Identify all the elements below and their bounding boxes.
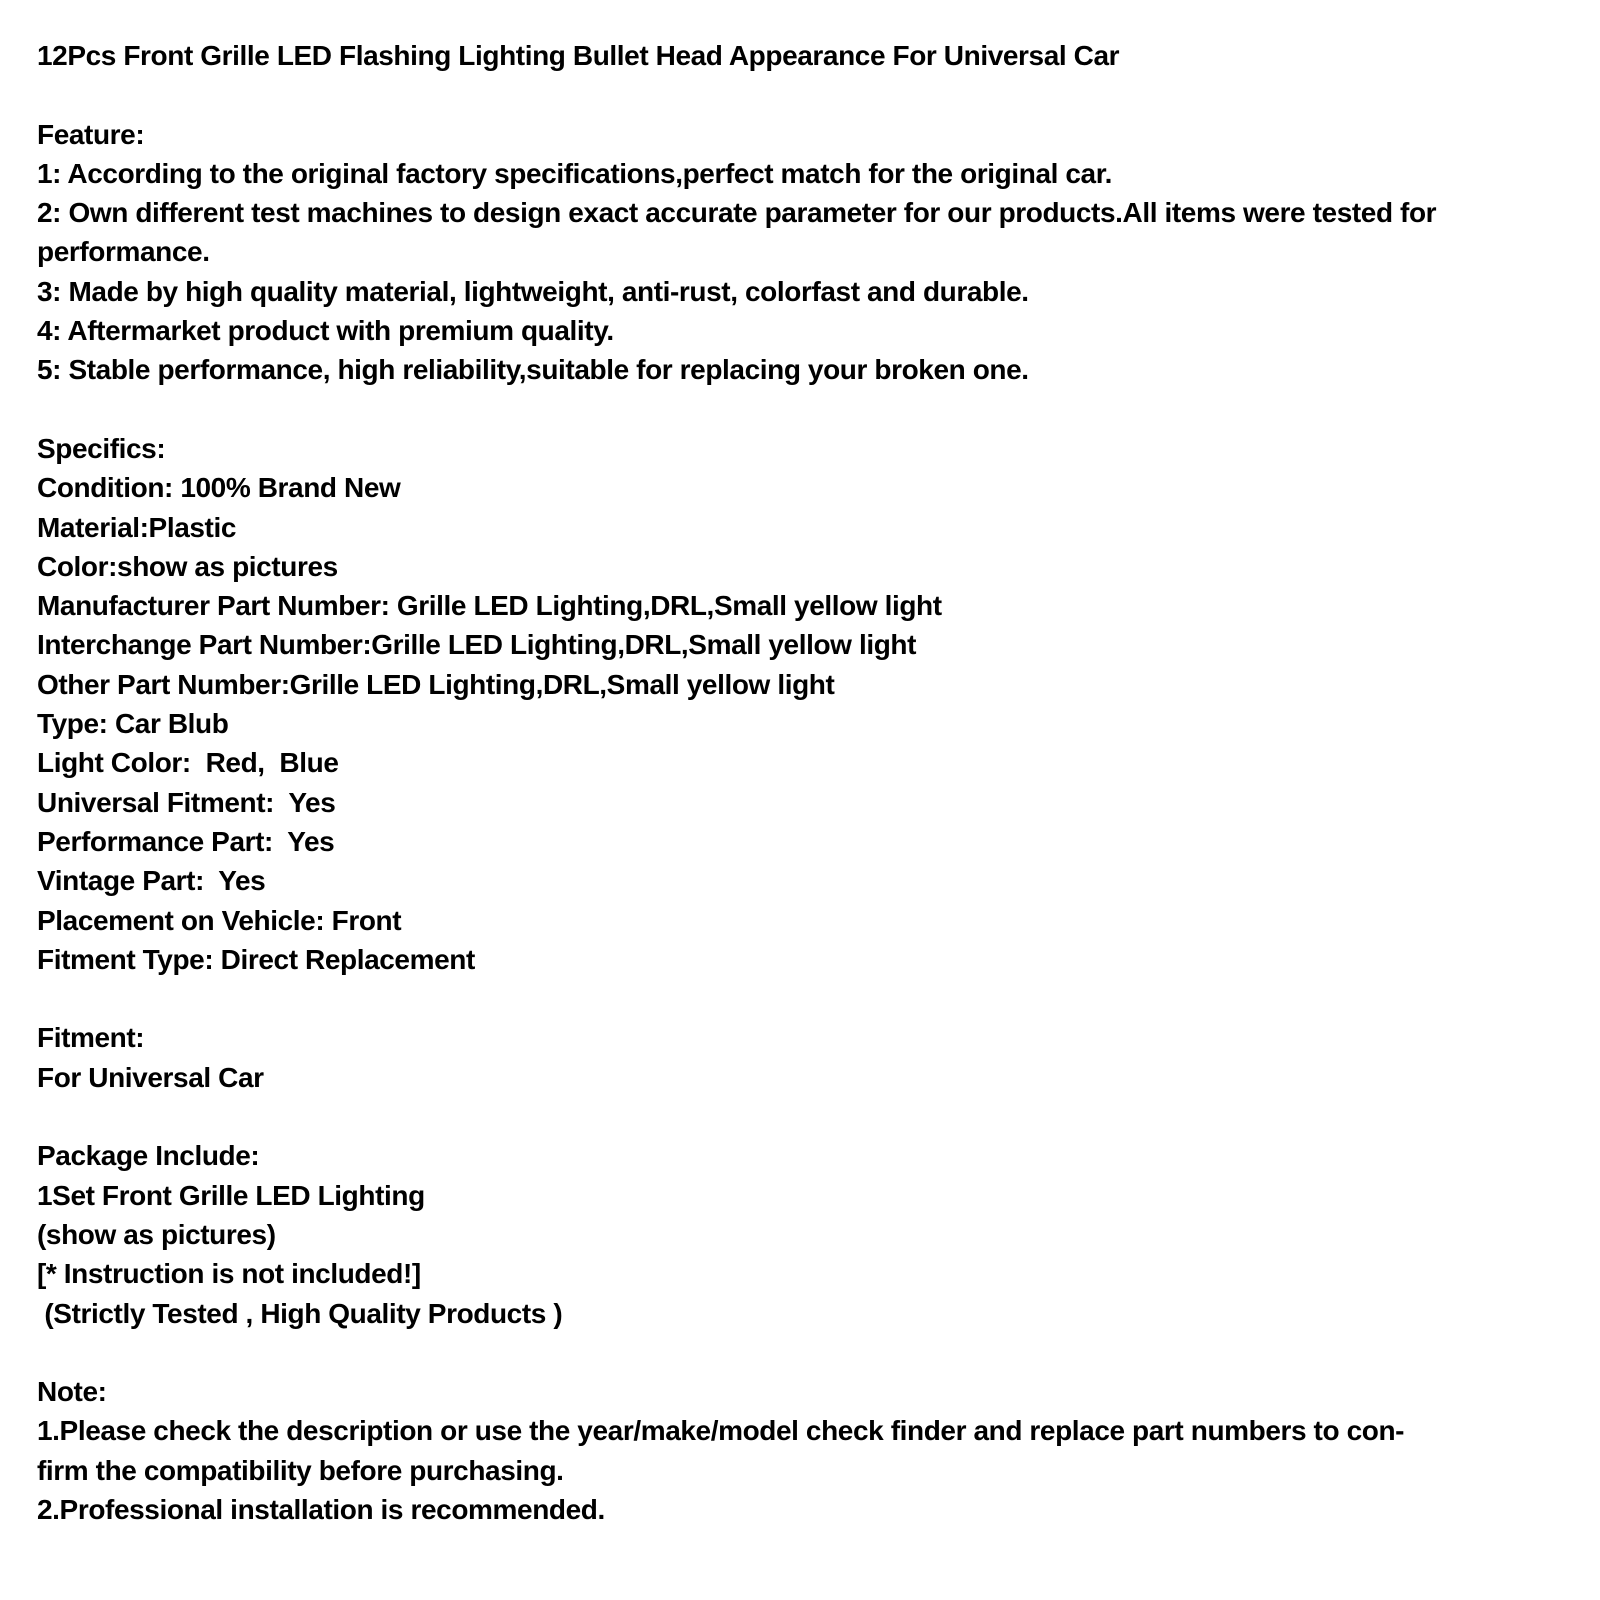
section-heading: Feature: <box>37 118 145 150</box>
text-line: 1.Please check the description or use the year/make/model check finder and replace part numbers to con- <box>37 1415 1405 1447</box>
text-line: Placement on Vehicle: Front <box>37 904 402 936</box>
text-line: Vintage Part: Yes <box>37 865 266 897</box>
text-line: [* Instruction is not included!] <box>37 1258 421 1290</box>
text-line: 2.Professional installation is recommended. <box>37 1493 605 1525</box>
text-line: Interchange Part Number:Grille LED Lighting,DRL,Small yellow light <box>37 629 917 661</box>
section-feature <box>37 115 1580 390</box>
text-line: Performance Part: Yes <box>37 825 335 857</box>
section-heading: Package Include: <box>37 1140 260 1172</box>
section-heading: Note: <box>37 1376 107 1408</box>
section-package <box>37 1136 1580 1332</box>
text-line: 4: Aftermarket product with premium quality. <box>37 315 614 347</box>
text-line: firm the compatibility before purchasing. <box>37 1454 564 1486</box>
text-line: Type: Car Blub <box>37 708 229 740</box>
text-line: 2: Own different test machines to design exact accurate parameter for our products.All items were tested for <box>37 197 1437 229</box>
section-note <box>37 1372 1580 1529</box>
text-line: 1Set Front Grille LED Lighting <box>37 1179 425 1211</box>
text-line: (show as pictures) <box>37 1218 276 1250</box>
text-line: Light Color: Red, Blue <box>37 747 339 779</box>
description-sections <box>37 115 1580 1530</box>
text-line: Manufacturer Part Number: Grille LED Lighting,DRL,Small yellow light <box>37 590 942 622</box>
text-line: (Strictly Tested , High Quality Products ) <box>37 1297 563 1329</box>
text-line: 5: Stable performance, high reliability,suitable for replacing your broken one. <box>37 354 1029 386</box>
section-fitment <box>37 1018 1580 1097</box>
text-line: 1: According to the original factory specifications,perfect match for the original car. <box>37 157 1113 189</box>
text-line: Material:Plastic <box>37 511 237 543</box>
text-line: Universal Fitment: Yes <box>37 786 336 818</box>
text-line: For Universal Car <box>37 1061 264 1093</box>
text-line: Condition: 100% Brand New <box>37 472 401 504</box>
text-line: 3: Made by high quality material, lightweight, anti-rust, colorfast and durable. <box>37 275 1029 307</box>
text-line: Fitment Type: Direct Replacement <box>37 943 475 975</box>
text-line: performance. <box>37 236 210 268</box>
product-title: 12Pcs Front Grille LED Flashing Lighting Bullet Head Appearance For Universal Car <box>37 40 1120 71</box>
text-line: Color:show as pictures <box>37 550 338 582</box>
text-line: Other Part Number:Grille LED Lighting,DRL,Small yellow light <box>37 668 835 700</box>
section-specifics <box>37 429 1580 979</box>
section-heading: Specifics: <box>37 432 166 464</box>
section-heading: Fitment: <box>37 1022 145 1054</box>
